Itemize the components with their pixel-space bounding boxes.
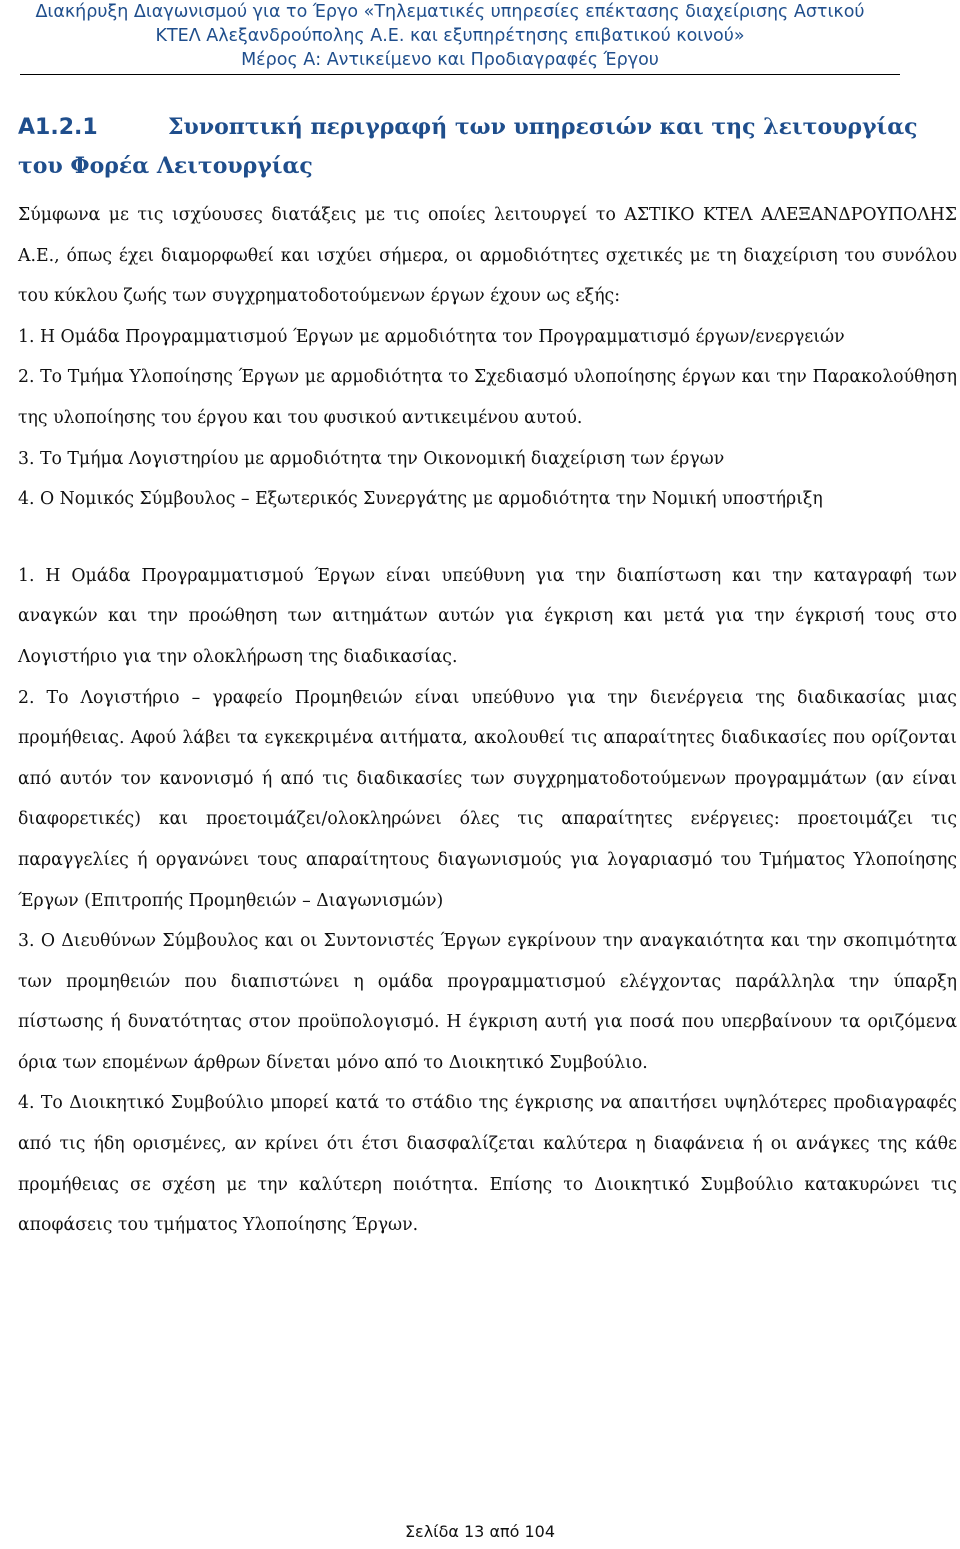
header-line: Μέρος Α: Αντικείμενο και Προδιαγραφές Έργου [241,50,659,70]
list-item: 2. Το Τμήμα Υλοποίησης Έργων με αρμοδιότητα το Σχεδιασμό υλοποίησης έργων και την Παρακολούθηση της υλοποίησης του έργου και του φυσικού αντικειμένου αυτού. [18,367,957,428]
section-number: Α1.2.1 [18,115,98,140]
header-divider [20,74,900,75]
list-item: 3. Ο Διευθύνων Σύμβουλος και οι Συντονιστές Έργων εγκρίνουν την αναγκαιότητα και την σκοπιμότητα των προμηθειών που διαπιστώνει η ομάδα προγραμματισμού ελέγχοντας παράλληλα την ύπαρξη πίστωσης ή δυνατότητας στον προϋπολογισμό. Η έγκριση αυτή για ποσά που υπερβαίνουν τα οριζόμενα όρια των επομένων άρθρων δίνεται μόνο από το Διοικητικό Συμβούλιο. [18,931,957,1073]
document-header [0,0,900,72]
list-item: 3. Το Τμήμα Λογιστηρίου με αρμοδιότητα την Οικονομική διαχείριση των έργων [18,448,725,469]
intro-paragraph: Σύμφωνα με τις ισχύουσες διατάξεις με τις οποίες λειτουργεί το ΑΣΤΙΚΟ ΚΤΕΛ ΑΛΕΞΑΝΔΡΟΥΠΟΛΗΣ Α.Ε., όπως έχει διαμορφωθεί και ισχύει σήμερα, οι αρμοδιότητες σχετικές με τη διαχείριση του συνόλου του κύκλου ζωής των συγχρηματοδοτούμενων έργων έχουν ως εξής: [18,205,957,307]
procedure-list [18,556,957,1246]
list-item: 2. Το Λογιστήριο – γραφείο Προμηθειών είναι υπεύθυνο για την διενέργεια της διαδικασίας μιας προμήθειας. Αφού λάβει τα εγκεκριμένα αιτήματα, ακολουθεί τις απαραίτητες διαδικασίες που ορίζονται από αυτόν τον κανονισμό ή από τις διαδικασίες των συγχρηματοδοτούμενων προγραμμάτων (αν είναι διαφορετικές) και προετοιμάζει/ολοκληρώνει όλες τις απαραίτητες ενέργειες: προετοιμάζει τις παραγγελίες ή οργανώνει τους απαραίτητους διαγωνισμούς για λογαριασμό του Τμήματος Υλοποίησης Έργων (Επιτροπής Προμηθειών – Διαγωνισμών) [18,687,957,911]
list-item: 4. Το Διοικητικό Συμβούλιο μπορεί κατά το στάδιο της έγκρισης να απαιτήσει υψηλότερες προδιαγραφές από τις ήδη ορισμένες, αν κρίνει ότι έτσι διασφαλίζεται καλύτερα η διαφάνεια ή οι ανάγκες της κάθε προμήθειας σε σχέση με την καλύτερη ποιότητα. Επίσης το Διοικητικό Συμβούλιο κατακυρώνει τις αποφάσεις του τμήματος Υλοποίησης Έργων. [18,1093,957,1236]
section-heading [18,108,948,185]
section-title: Συνοπτική περιγραφή των υπηρεσιών και της λειτουργίας του Φορέα Λειτουργίας [18,114,918,179]
header-line: Διακήρυξη Διαγωνισμού για το Έργο «Τηλεματικές υπηρεσίες επέκτασης διαχείρισης Αστικού [35,2,865,22]
header-line: ΚΤΕΛ Αλεξανδρούπολης Α.Ε. και εξυπηρέτησης επιβατικού κοινού» [155,26,745,46]
spacer [18,520,957,556]
document-body [18,195,957,1246]
list-item: 1. Η Ομάδα Προγραμματισμού Έργων είναι υπεύθυνη για την διαπίστωση και την καταγραφή των αναγκών και την προώθηση των αιτημάτων αυτών για έγκριση και μετά για την έγκρισή τους στο Λογιστήριο για την ολοκλήρωση της διαδικασίας. [18,565,957,667]
list-item: 1. Η Ομάδα Προγραμματισμού Έργων με αρμοδιότητα τον Προγραμματισμό έργων/ενεργειών [18,326,845,347]
list-item: 4. Ο Νομικός Σύμβουλος – Εξωτερικός Συνεργάτης με αρμοδιότητα την Νομική υποστήριξη [18,489,823,510]
responsibilities-list [18,317,957,520]
page-number: Σελίδα 13 από 104 [404,1522,556,1541]
